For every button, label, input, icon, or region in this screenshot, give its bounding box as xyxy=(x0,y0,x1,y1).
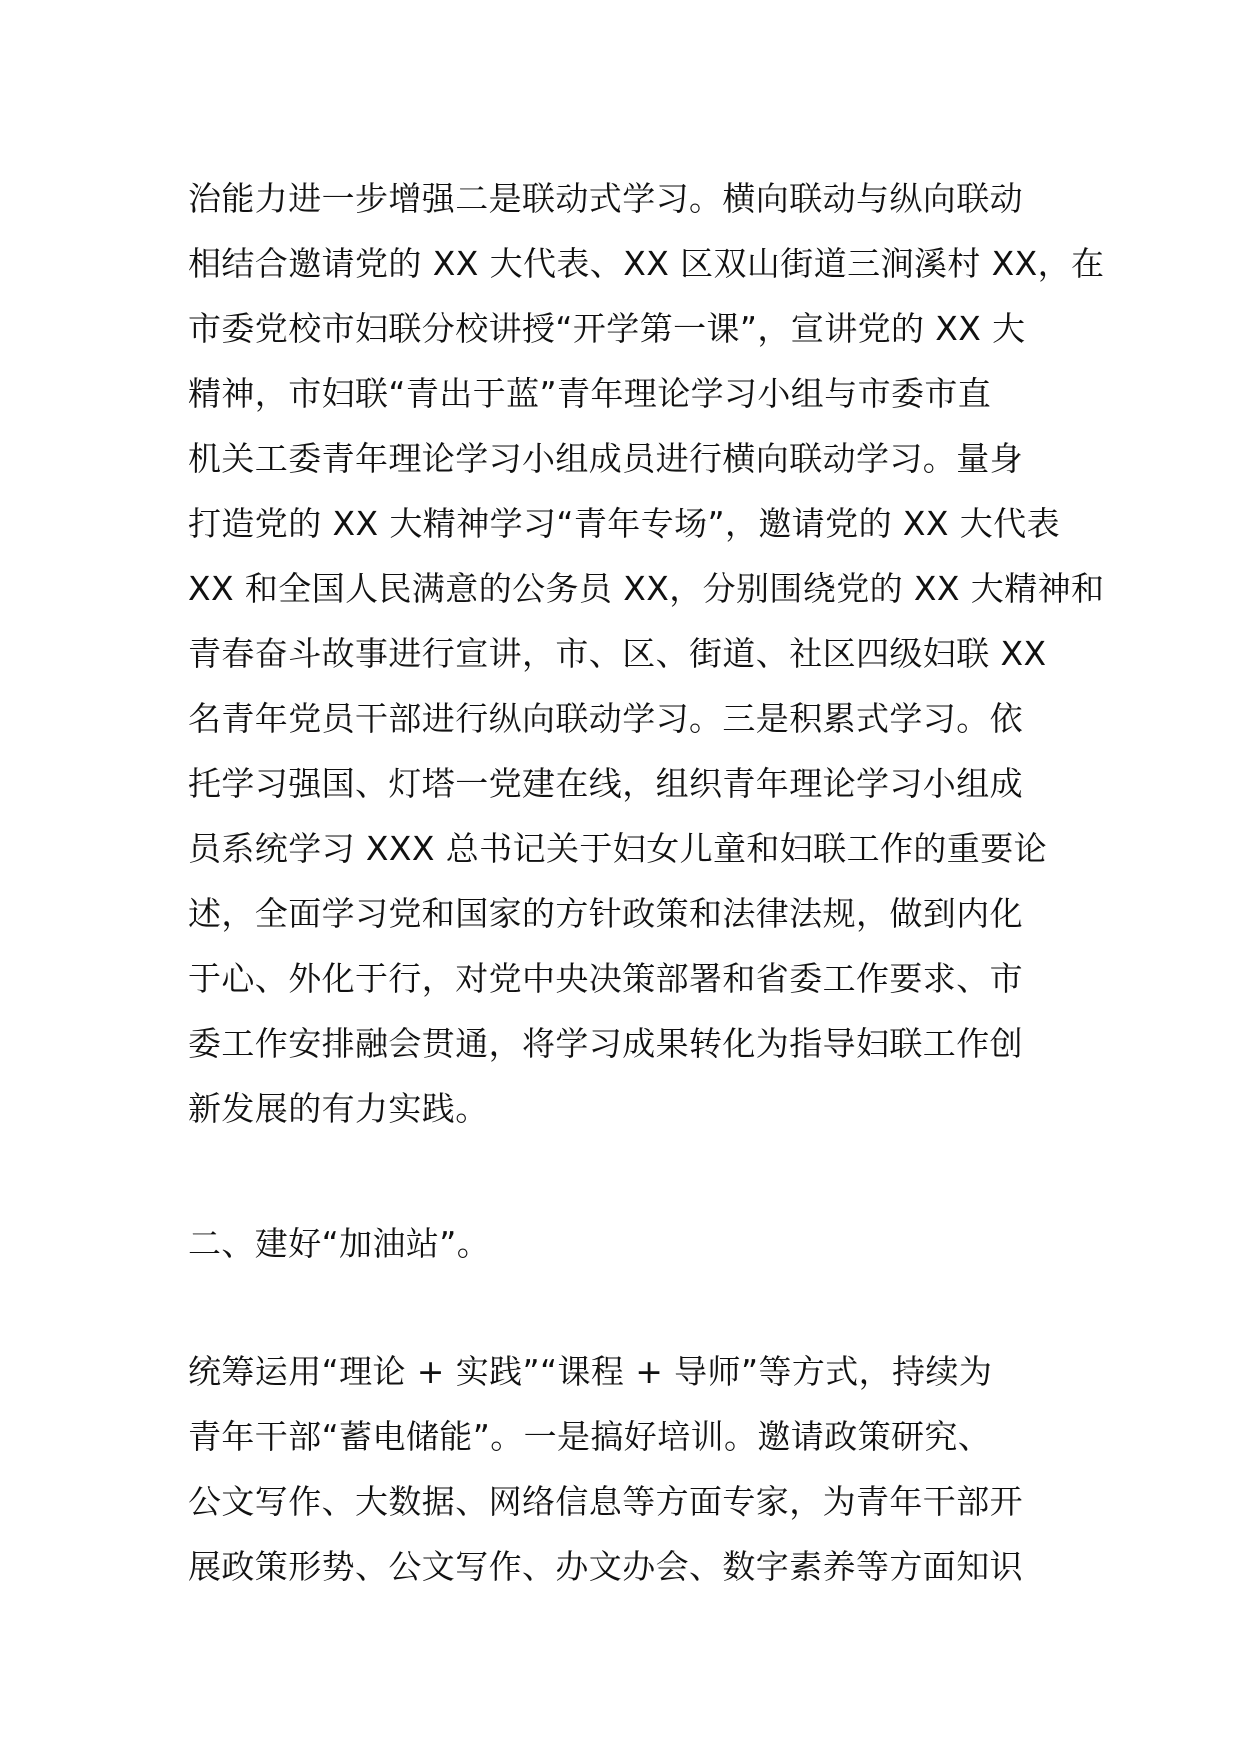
paragraph-line: 打造党的 XX 大精神学习“青年专场”，邀请党的 XX 大代表 xyxy=(188,504,1060,543)
paragraph-2 xyxy=(188,1339,1058,1599)
paragraph-line: 于心、外化于行，对党中央决策部署和省委工作要求、市 xyxy=(188,959,1023,998)
paragraph-line: 市委党校市妇联分校讲授“开学第一课”，宣讲党的 XX 大 xyxy=(188,309,1026,348)
section-heading xyxy=(188,1211,1058,1276)
paragraph-line: 公文写作、大数据、网络信息等方面专家，为青年干部开 xyxy=(188,1482,1023,1521)
paragraph-line: 展政策形势、公文写作、办文办会、数字素养等方面知识 xyxy=(188,1547,1023,1586)
paragraph-line: XX 和全国人民满意的公务员 XX，分别围绕党的 XX 大精神和 xyxy=(188,569,1105,608)
section-heading-text: 二、建好“加油站”。 xyxy=(188,1224,491,1263)
paragraph-line: 名青年党员干部进行纵向联动学习。三是积累式学习。依 xyxy=(188,699,1023,738)
paragraph-line: 委工作安排融会贯通，将学习成果转化为指导妇联工作创 xyxy=(188,1024,1023,1063)
paragraph-line: 述，全面学习党和国家的方针政策和法律法规，做到内化 xyxy=(188,894,1023,933)
paragraph-line: 相结合邀请党的 XX 大代表、XX 区双山街道三涧溪村 XX，在 xyxy=(188,244,1105,283)
paragraph-line: 青年干部“蓄电储能”。一是搞好培训。邀请政策研究、 xyxy=(188,1417,992,1456)
paragraph-line: 治能力进一步增强二是联动式学习。横向联动与纵向联动 xyxy=(188,179,1023,218)
paragraph-1 xyxy=(188,166,1105,1141)
paragraph-line: 统筹运用“理论 + 实践”“课程 + 导师”等方式，持续为 xyxy=(188,1352,993,1391)
paragraph-line: 精神，市妇联“青出于蓝”青年理论学习小组与市委市直 xyxy=(188,374,992,413)
paragraph-line: 青春奋斗故事进行宣讲，市、区、街道、社区四级妇联 XX xyxy=(188,634,1047,673)
paragraph-line: 员系统学习 XXX 总书记关于妇女儿童和妇联工作的重要论 xyxy=(188,829,1048,868)
paragraph-line: 新发展的有力实践。 xyxy=(188,1089,489,1128)
paragraph-line: 机关工委青年理论学习小组成员进行横向联动学习。量身 xyxy=(188,439,1023,478)
paragraph-line: 托学习强国、灯塔一党建在线，组织青年理论学习小组成 xyxy=(188,764,1023,803)
